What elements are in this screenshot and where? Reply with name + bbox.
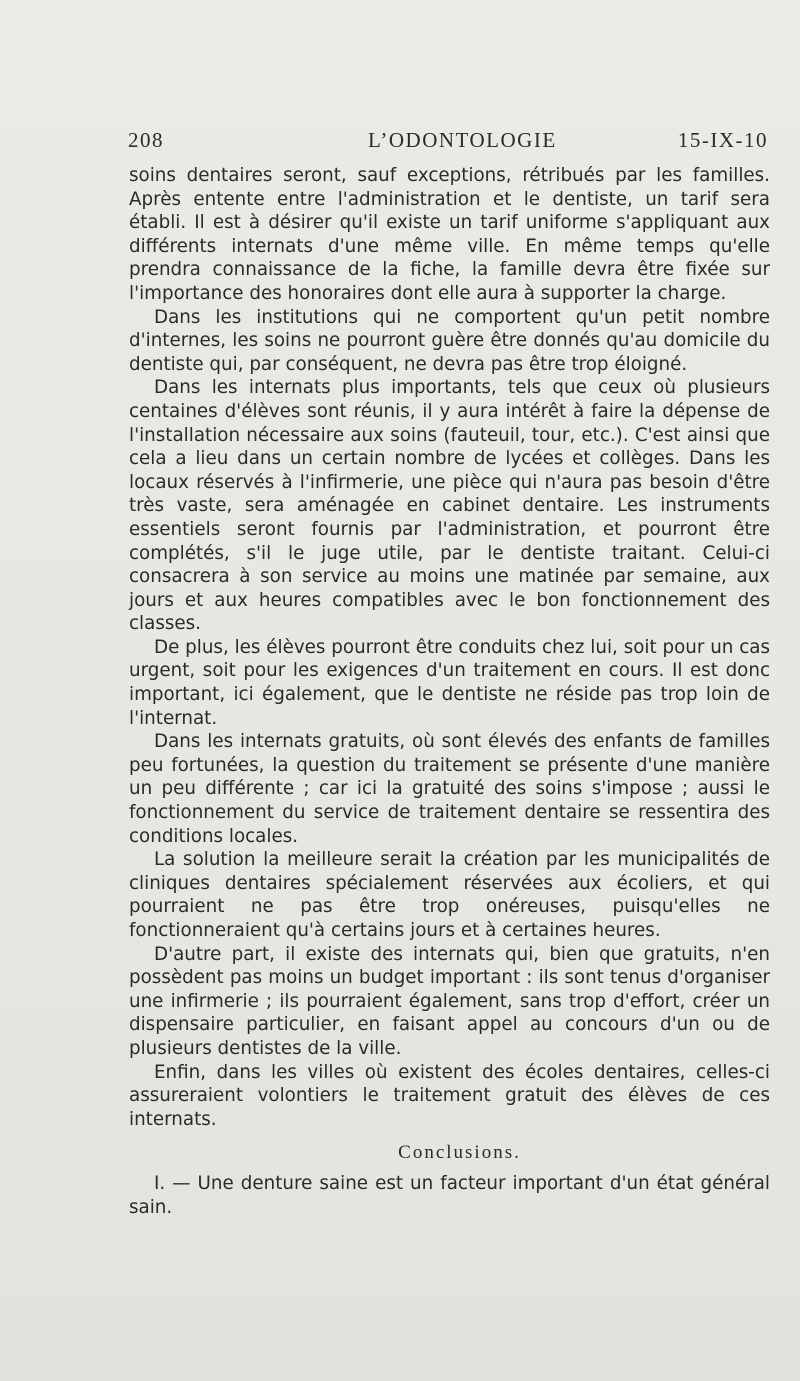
issue-date: 15-IX-10 xyxy=(677,128,768,152)
paragraph: Dans les internats plus importants, tels que ceux où plusieurs centaines d'élèves sont réunis, il y aura intérêt à faire la dépense de l'installation nécessaire aux soins (fauteuil, tour, etc.). C'est ainsi que cela a lieu dans un certain nombre de lycées et collèges. Dans les locaux réservés à l'infirmerie, une pièce qui n'aura pas besoin d'être très vaste, sera aménagée en cabinet dentaire. Les instruments essentiels seront fournis par l'administration, et pourront être complétés, s'il le juge utile, par le dentiste traitant. Celui-ci consacrera à son service au moins une matinée par semaine, aux jours et aux heures compatibles avec le bon fonctionnement des classes. xyxy=(129,377,770,635)
section-heading: Conclusions. xyxy=(398,1142,521,1164)
paragraph: soins dentaires seront, sauf exceptions, rétribués par les familles. Après entente entre l'administration et le dentiste, un tarif sera établi. Il est à désirer qu'il existe un tarif uniforme s'appliquant aux différents internats d'une même ville. En même temps qu'elle prendra connaissance de la fiche, la famille devra être fixée sur l'importance des honoraires dont elle aura à supporter la charge. xyxy=(129,165,770,304)
paragraph: D'autre part, il existe des internats qui, bien que gratuits, n'en possèdent pas moins un budget important : ils sont tenus d'organiser une infirmerie ; ils pourraient également, sans trop d'effort, créer un dispensaire particulier, en faisant appel au concours d'un ou de plusieurs dentistes de la ville. xyxy=(129,943,770,1059)
conclusion-item: I. — Une denture saine est un facteur important d'un état général sain. xyxy=(129,1172,770,1218)
paragraph: De plus, les élèves pourront être conduits chez lui, soit pour un cas urgent, soit pour les exigences d'un traitement en cours. Il est donc important, ici également, que le dentiste ne réside pas trop loin de l'internat. xyxy=(129,636,770,729)
paragraph: Dans les institutions qui ne comportent qu'un petit nombre d'internes, les soins ne pourront guère être donnés qu'au domicile du dentiste qui, par conséquent, ne devra pas être trop éloigné. xyxy=(129,306,770,375)
paragraph: Dans les internats gratuits, où sont élevés des enfants de familles peu fortunées, la question du traitement se présente d'une manière un peu différente ; car ici la gratuité des soins s'impose ; aussi le fonctionnement du service de traitement dentaire se ressentira des conditions locales. xyxy=(129,731,770,847)
journal-title: L’ODONTOLOGIE xyxy=(368,128,557,152)
paragraph: La solution la meilleure serait la création par les municipalités de cliniques dentaires spécialement réservées aux écoliers, et qui pourraient ne pas être trop onéreuses, puisqu'elles ne fonctionneraient qu'à certains jours et à certaines heures. xyxy=(129,849,770,941)
page-body xyxy=(129,164,770,1219)
running-header xyxy=(128,128,768,162)
paragraph: Enfin, dans les villes où existent des écoles dentaires, celles-ci assureraient volontiers le traitement gratuit des élèves de ces internats. xyxy=(129,1061,770,1130)
page-number: 208 xyxy=(128,128,164,152)
